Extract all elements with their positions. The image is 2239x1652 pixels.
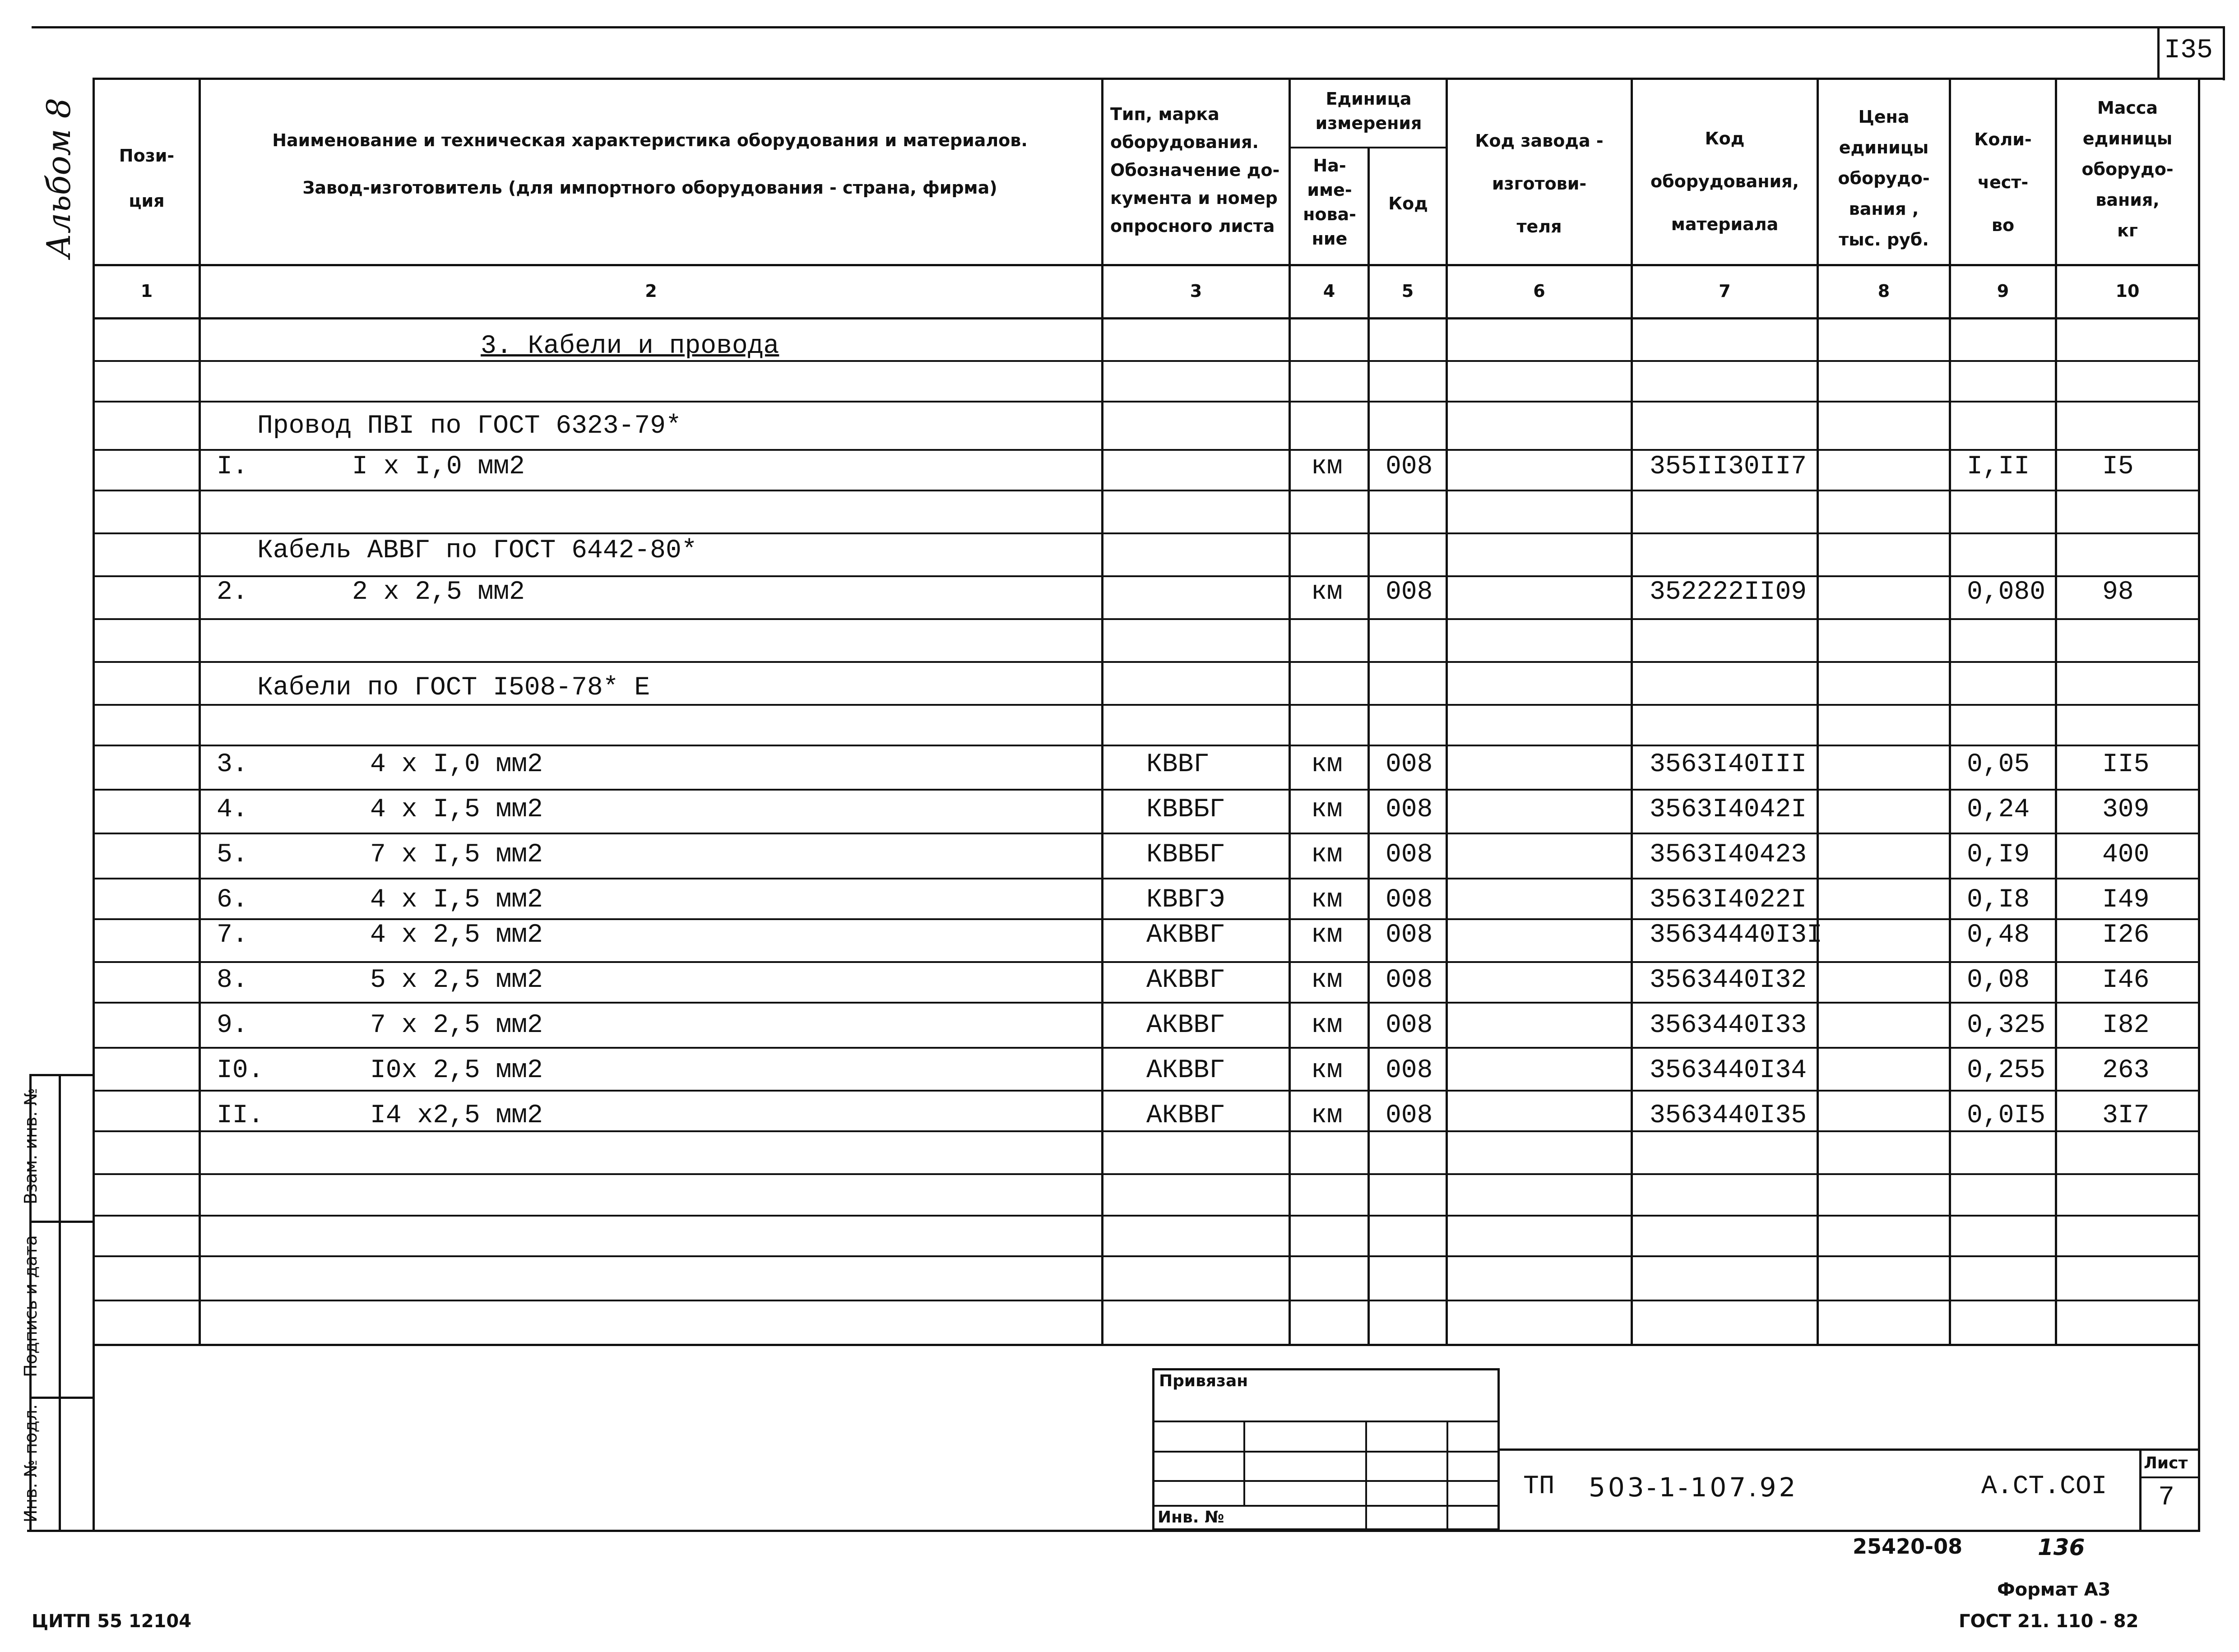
row-line [93,1255,2200,1257]
row-unit-code: 008 [1386,966,1433,995]
colnum-9: 9 [1997,281,2009,301]
col-line-7 [1817,78,1819,1346]
side-sep-2 [29,1397,95,1399]
row-line [93,745,2200,746]
row-unit: км [1311,452,1343,481]
row-name: 4 x I,0 мм2 [370,750,543,779]
row-type: АКВВГ [1146,966,1225,995]
row-name: 4 x I,5 мм2 [370,885,543,915]
row-unit: км [1311,885,1343,915]
row-name: I4 x2,5 мм2 [370,1101,543,1130]
row-material-code: 35634440I3I [1650,921,1822,950]
row-name: 4 x 2,5 мм2 [370,921,543,950]
row-line [93,833,2200,834]
row-unit-code: 008 [1386,452,1433,481]
row-type: АКВВГ [1146,1011,1225,1040]
row-unit: км [1311,966,1343,995]
frame-right-line [2223,26,2225,80]
row-material-code: 3563440I32 [1650,966,1807,995]
row-position: I. [217,452,248,481]
table-bottom-border [93,1344,2200,1346]
row-material-code: 3563I4042I [1650,795,1807,824]
col-header-price: Цена единицы оборудо- вания , тыс. руб. [1838,107,1930,250]
stamp-privyazan: Привязан [1159,1372,1248,1390]
group-title-1: Провод ПВI по ГОСТ 6323-79* [257,412,681,441]
col-line-3 [1289,78,1291,1346]
row-line [93,532,2200,534]
colnum-6: 6 [1533,281,1545,301]
footer-gost: ГОСТ 21. 110 - 82 [1959,1611,2139,1632]
row-type: КВВГЭ [1146,885,1225,915]
group-title-3: Кабели по ГОСТ I508-78* Е [257,673,650,703]
row-line [93,449,2200,451]
row-name: 7 x I,5 мм2 [370,840,543,870]
row-position: 7. [217,921,248,950]
col-line-9 [2055,78,2057,1346]
row-position: 6. [217,885,248,915]
row-material-code: 3563I40III [1650,750,1807,779]
row-mass: I49 [2102,885,2150,915]
row-unit-code: 008 [1386,1056,1433,1085]
footer-order: 25420-08 [1853,1534,1963,1559]
sheet-number-top: I35 [2164,35,2213,66]
col-header-unit-group: Единица измерения [1315,89,1422,133]
side-label-inv-podl: Инв. № подл. [21,1404,41,1522]
row-quantity: 0,I8 [1967,885,2030,915]
col-line-5 [1446,78,1448,1346]
colnum-1: 1 [140,281,153,301]
row-material-code: 3563I40423 [1650,840,1807,870]
col-header-type: Тип, марка оборудования. Обозначение до- кумента и номер опросного листа [1110,104,1280,236]
table-top-border [93,78,2200,80]
col-line-4 [1368,147,1370,1346]
side-label-vzam: Взам. инв. № [21,1088,41,1205]
row-name: I0x 2,5 мм2 [370,1056,543,1085]
row-material-code: 3563440I35 [1650,1101,1807,1130]
row-quantity: 0,I9 [1967,840,2030,870]
col-line-2 [1101,78,1103,1346]
row-quantity: 0,05 [1967,750,2030,779]
col-header-mass: Масса единицы оборудо- вания, кг [2081,98,2174,241]
stamp-v3 [1446,1421,1448,1530]
row-line [93,704,2200,706]
row-position: 2. [217,578,248,607]
row-mass: 309 [2102,795,2150,824]
row-unit-code: 008 [1386,1011,1433,1040]
stamp-sheet-value: 7 [2158,1482,2175,1513]
colnum-10: 10 [2115,281,2140,301]
row-quantity: I,II [1967,452,2030,481]
row-type: АКВВГ [1146,921,1225,950]
row-line [93,618,2200,620]
row-mass: I82 [2102,1011,2150,1040]
col-line-1 [199,78,201,1346]
row-type: АКВВГ [1146,1056,1225,1085]
row-line [93,661,2200,663]
stamp-doc-top-line [1498,1448,2200,1451]
row-quantity: 0,24 [1967,795,2030,824]
colnum-4: 4 [1323,281,1335,301]
row-quantity: 0,0I5 [1967,1101,2046,1130]
row-quantity: 0,255 [1967,1056,2046,1085]
colnum-2: 2 [645,281,657,301]
row-mass: 98 [2102,578,2134,607]
row-material-code: 3563440I33 [1650,1011,1807,1040]
row-line [93,1300,2200,1301]
row-unit-code: 008 [1386,840,1433,870]
col-line-8 [1949,78,1951,1346]
row-line [93,401,2200,403]
row-quantity: 0,080 [1967,578,2046,607]
footer-format: Формат А3 [1997,1579,2111,1600]
row-material-code: 3563440I34 [1650,1056,1807,1085]
row-mass: 3I7 [2102,1101,2150,1130]
col-header-name-line1: Наименование и техническая характеристика оборудования и материалов. [272,130,1028,150]
row-line [93,360,2200,362]
stamp-v2 [1365,1421,1367,1530]
row-material-code: 355II30II7 [1650,452,1807,481]
stamp-sheet-line [2139,1476,2200,1478]
row-unit: км [1311,1101,1343,1130]
colnum-5: 5 [1401,281,1414,301]
row-unit-code: 008 [1386,578,1433,607]
row-type: КВВБГ [1146,840,1225,870]
row-position: I0. [217,1056,264,1085]
stamp-sheet-label: Лист [2144,1454,2188,1472]
colnum-3: 3 [1190,281,1202,301]
row-mass: 400 [2102,840,2150,870]
row-position: 9. [217,1011,248,1040]
frame-top-line [32,26,2225,28]
stamp-doc-prefix: ТП [1523,1472,1555,1501]
row-unit: км [1311,578,1343,607]
row-name: 7 x 2,5 мм2 [370,1011,543,1040]
row-unit: км [1311,750,1343,779]
col-header-unit-name: На- име- нова- ние [1303,156,1356,249]
row-mass: I26 [2102,921,2150,950]
row-unit: км [1311,1056,1343,1085]
row-type: КВВБГ [1146,795,1225,824]
row-unit: км [1311,1011,1343,1040]
stamp-doc-number: 503-1-107.92 [1589,1472,1799,1503]
row-line [93,878,2200,879]
table-right-border [2198,78,2200,1531]
row-type: АКВВГ [1146,1101,1225,1130]
row-unit: км [1311,921,1343,950]
stamp-inv-no: Инв. № [1158,1508,1224,1527]
col-header-name-line2: Завод-изготовитель (для импортного оборудования - страна, фирма) [302,178,997,198]
colnum-bottom-border [93,317,2200,319]
col-line-6 [1631,78,1633,1346]
header-bottom-border [93,264,2200,266]
row-mass: I5 [2102,452,2134,481]
row-unit-code: 008 [1386,885,1433,915]
row-line [93,1002,2200,1004]
row-mass: 263 [2102,1056,2150,1085]
row-unit-code: 008 [1386,795,1433,824]
row-material-code: 352222II09 [1650,578,1807,607]
row-unit-code: 008 [1386,921,1433,950]
stamp-doc-code: А.СТ.СОI [1981,1472,2107,1501]
row-position: 5. [217,840,248,870]
row-unit-code: 008 [1386,750,1433,779]
row-name: I x I,0 мм2 [352,452,525,481]
row-line [93,789,2200,791]
row-line [93,1047,2200,1049]
row-type: КВВГ [1146,750,1210,779]
col-header-unit-code: Код [1388,194,1428,213]
side-sep-1 [29,1221,95,1223]
row-name: 4 x I,5 мм2 [370,795,543,824]
row-unit: км [1311,840,1343,870]
section-title: 3. Кабели и провода [481,332,779,361]
stamp-v1 [1243,1421,1245,1506]
row-quantity: 0,08 [1967,966,2030,995]
row-position: 8. [217,966,248,995]
frame-bottom-line [27,1530,2200,1532]
row-name: 2 x 2,5 мм2 [352,578,525,607]
footer-page: 136 [2038,1534,2085,1560]
col-header-material-code: Код оборудования, материала [1650,129,1799,234]
colnum-7: 7 [1719,281,1731,301]
colnum-8: 8 [1877,281,1890,301]
row-line [93,961,2200,963]
row-material-code: 3563I4022I [1650,885,1807,915]
row-line [93,1173,2200,1175]
row-line [93,1090,2200,1092]
row-quantity: 0,325 [1967,1011,2046,1040]
row-position: 4. [217,795,248,824]
row-unit-code: 008 [1386,1101,1433,1130]
row-position: II. [217,1101,264,1130]
row-name: 5 x 2,5 мм2 [370,966,543,995]
col-header-quantity: Коли- чест- во [1974,130,2032,235]
group-title-2: Кабель АВВГ по ГОСТ 6442-80* [257,536,697,565]
row-mass: I46 [2102,966,2150,995]
col-header-factory-code: Код завода - изготови- теля [1475,131,1604,236]
row-line [93,490,2200,491]
col-header-position: Пози- ция [119,146,175,211]
row-mass: II5 [2102,750,2150,779]
row-quantity: 0,48 [1967,921,2030,950]
side-stamp-divider [59,1074,61,1531]
album-label: Альбом 8 [40,97,78,258]
side-label-podpis: Подпись и дата [21,1235,41,1377]
row-line [93,1215,2200,1217]
footer-tsitp: ЦИТП 55 12104 [32,1611,192,1632]
row-position: 3. [217,750,248,779]
row-unit: км [1311,795,1343,824]
